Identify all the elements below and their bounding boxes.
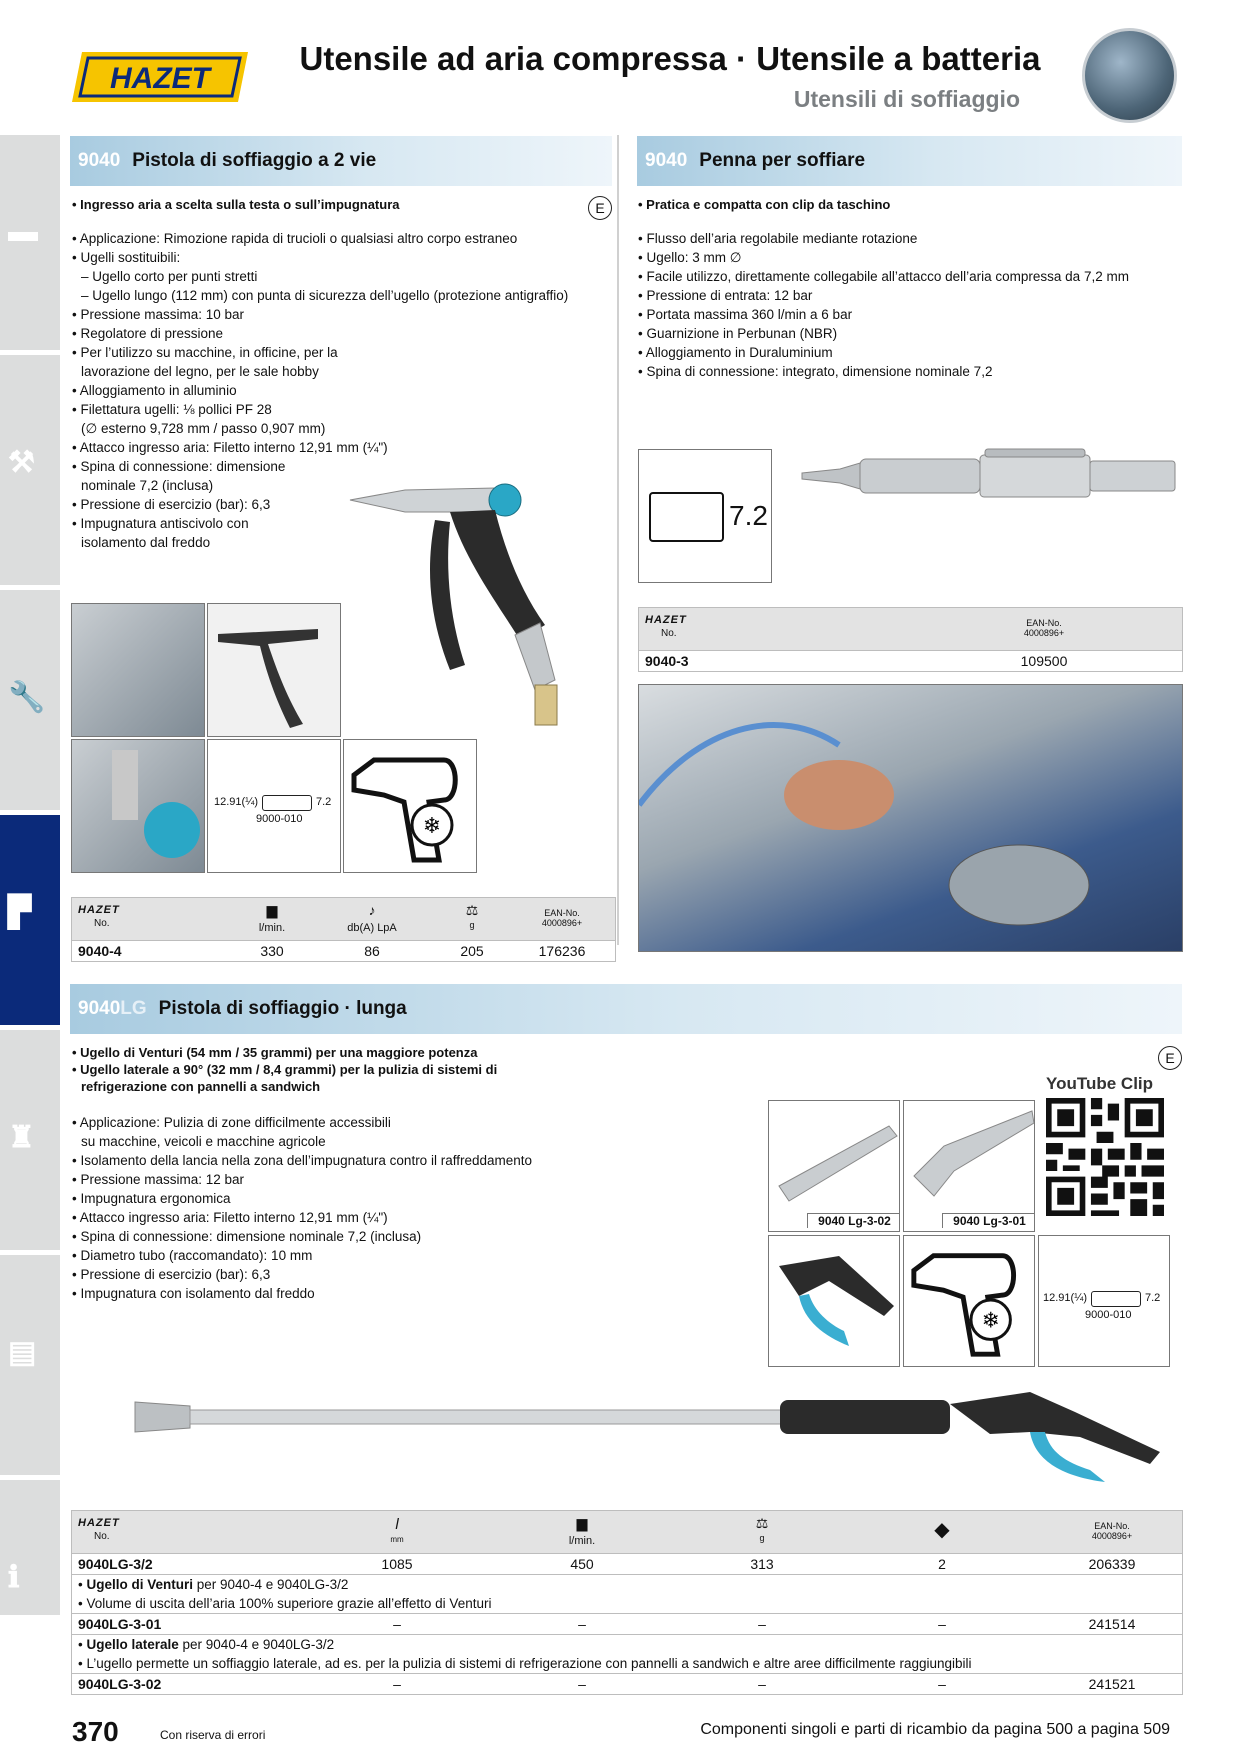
cell-weight: –	[758, 1676, 766, 1692]
coupling-icon	[1091, 1291, 1141, 1307]
bullet-item: • Facile utilizzo, direttamente collegabile all’attacco dell’aria compressa da 7,2 mm	[638, 269, 1129, 284]
note-title: Ugello di Venturi	[86, 1577, 193, 1592]
cell-weight: –	[758, 1616, 766, 1632]
section-code-suffix: LG	[120, 998, 147, 1019]
bullet-item: • Applicazione: Rimozione rapida di trucioli o qualsiasi altro corpo estraneo	[72, 231, 518, 246]
bullet-item: • Portata massima 360 l/min a 6 bar	[638, 307, 853, 322]
grip-detail-image	[768, 1235, 900, 1367]
air-tool-icon: ▛	[8, 896, 32, 929]
cell-ean: 206339	[1088, 1556, 1136, 1572]
feature-item: • Ugello laterale a 90° (32 mm / 8,4 grammi) per la pulizia di sistemi di	[72, 1062, 498, 1077]
cell-noise: 86	[364, 943, 380, 959]
bullet-item: • Flusso dell’aria regolabile mediante rotazione	[638, 231, 918, 246]
cell-length: –	[393, 1676, 401, 1692]
bullet-item: nominale 7,2 (inclusa)	[81, 478, 214, 493]
table-brand: HAZET	[78, 1517, 120, 1529]
snowflake-gun-icon	[904, 1236, 1035, 1367]
cell-quantity: –	[938, 1676, 946, 1692]
bullet-item: • Pressione di entrata: 12 bar	[638, 288, 813, 303]
bullet-list	[638, 229, 1183, 381]
note-venturi: • Ugello di Venturi per 9040-4 e 9040LG-3/2 • Volume di uscita dell’aria 100% superiore grazie all’effetto di Venturi	[72, 1574, 1182, 1613]
cell-ean: 241514	[1088, 1616, 1136, 1632]
table-row	[639, 650, 1182, 671]
section-name: Penna per soffiare	[699, 150, 866, 171]
bullet-item: • Pressione di esercizio (bar): 6,3	[72, 497, 271, 512]
bullet-list	[72, 1113, 692, 1303]
cell-weight: 205	[460, 943, 484, 959]
feature-list	[72, 1044, 832, 1095]
header-ean-prefix: 4000896+	[541, 918, 583, 928]
hazet-logo	[72, 46, 252, 108]
bullet-item: • Spina di connessione: dimensione	[72, 459, 286, 474]
caption-side-nozzle: 9040 Lg-3-01	[942, 1213, 1035, 1228]
header-length: l	[395, 1516, 399, 1533]
header-ean: EAN-No.	[1026, 618, 1062, 628]
snowflake-gun-icon	[344, 740, 477, 873]
side-tab-wrenches[interactable]	[0, 355, 60, 585]
column-divider	[617, 135, 619, 945]
header-ean-prefix: 4000896+	[1023, 628, 1065, 638]
bullet-item: • Guarnizione in Perbunan (NBR)	[638, 326, 838, 341]
wrench-icon: ⚒	[8, 446, 35, 479]
page-subtitle: Utensili di soffiaggio	[793, 86, 1020, 112]
feature-line: • Ingresso aria a scelta sulla testa o sull’impugnatura	[72, 197, 400, 212]
note-side-nozzle: • Ugello laterale per 9040-4 e 9040LG-3/2 • L’ugello permette un soffiaggio laterale, ad es. per la pulizia di sistemi di refrigerazione con pannelli a sandwich e altre aree difficilmente raggiungibili	[72, 1634, 1182, 1673]
e-symbol-icon: E	[588, 196, 612, 220]
usage-photo	[71, 603, 205, 737]
coupling-diagram-2	[1038, 1235, 1170, 1367]
youtube-clip-label[interactable]: YouTube Clip	[1046, 1074, 1154, 1093]
bullet-item: • Regolatore di pressione	[72, 326, 224, 341]
header-weight: g	[759, 1533, 765, 1543]
cell-flow: 450	[570, 1556, 594, 1572]
section-name: Pistola di soffiaggio a 2 vie	[132, 150, 377, 171]
side-tab-workshop[interactable]	[0, 135, 60, 350]
part-number: 9040LG-3/2	[78, 1556, 153, 1572]
cell-flow: –	[578, 1616, 586, 1632]
air-flow-icon: ▆	[266, 902, 278, 918]
table-no-label: No.	[94, 1531, 110, 1542]
part-number: 9040LG-3-01	[78, 1616, 162, 1632]
mechanic-icon: ♜	[8, 1121, 35, 1154]
section-code: 9040	[645, 150, 688, 171]
coupling-icon	[262, 795, 312, 811]
svg-text:❄: ❄	[422, 814, 442, 839]
cell-flow: –	[578, 1676, 586, 1692]
bullet-item: • Spina di connessione: integrato, dimensione nominale 7,2	[638, 364, 993, 379]
table-row	[72, 1553, 1182, 1574]
table-9040lg	[71, 1510, 1183, 1695]
bullet-item: (∅ esterno 9,728 mm / passo 0,907 mm)	[81, 421, 326, 436]
venturi-nozzle-image	[768, 1100, 900, 1232]
trolley-icon: ▤	[8, 1336, 37, 1369]
side-tab-service[interactable]	[0, 1030, 60, 1250]
section-code: 9040	[78, 150, 121, 171]
air-flow-icon: ▆	[576, 1515, 588, 1531]
bullet-item: – Ugello corto per punti stretti	[81, 269, 258, 284]
page-number: 370	[72, 1716, 119, 1747]
cold-insulation-pictogram	[343, 739, 477, 873]
bullet-item: • Spina di connessione: dimensione nominale 7,2 (inclusa)	[72, 1229, 422, 1244]
feature-item: • Ugello di Venturi (54 mm / 35 grammi) per una maggiore potenza	[72, 1045, 478, 1060]
cell-length: –	[393, 1616, 401, 1632]
section-header-9040-4	[70, 136, 612, 186]
side-tab-info[interactable]	[0, 1480, 60, 1615]
cold-insulation-pictogram-2	[903, 1235, 1035, 1367]
note-text: per 9040-4 e 9040LG-3/2	[193, 1577, 349, 1592]
table-9040-3	[638, 607, 1183, 672]
cell-weight: 313	[750, 1556, 774, 1572]
cell-ean: 176236	[538, 943, 586, 959]
coupling-part-no: 9000-010	[1085, 1309, 1132, 1321]
noise-icon: ♪	[368, 902, 376, 918]
e-symbol-icon: E	[1158, 1046, 1182, 1070]
long-blow-gun-image	[130, 1382, 1180, 1492]
section-name: Pistola di soffiaggio · lunga	[158, 998, 407, 1019]
note-text: per 9040-4 e 9040LG-3/2	[178, 1637, 335, 1652]
coupling-plug-label: 7.2	[316, 796, 332, 808]
bullet-item: • Impugnatura ergonomica	[72, 1191, 231, 1206]
footer-spare-parts-ref: Componenti singoli e parti di ricambio da pagina 500 a pagina 509	[700, 1721, 1170, 1738]
cell-flow: 330	[260, 943, 284, 959]
coupling-thread-label: 12.91(¼)	[1043, 1292, 1088, 1304]
table-no-label: No.	[94, 918, 110, 929]
feature-item: refrigerazione con pannelli a sandwich	[81, 1079, 321, 1094]
bullet-item: • Isolamento della lancia nella zona dell’impugnatura contro il raffreddamento	[72, 1153, 533, 1168]
header-ean-prefix: 4000896+	[1091, 1531, 1133, 1541]
bullet-item: su macchine, veicoli e macchine agricole	[81, 1134, 326, 1149]
bullet-item: • Ugello: 3 mm ∅	[638, 250, 742, 265]
cell-quantity: 2	[938, 1556, 946, 1572]
svg-text:❄: ❄	[981, 1308, 1000, 1334]
bullet-item: • Alloggiamento in Duraluminium	[638, 345, 833, 360]
header-tool-photo	[1082, 28, 1177, 123]
header-ean: EAN-No.	[544, 908, 580, 918]
plug-size-pictogram	[638, 449, 772, 583]
bullet-item: • Diametro tubo (raccomandato): 10 mm	[72, 1248, 313, 1263]
side-nozzle-image	[903, 1100, 1035, 1232]
coupling-part-no: 9000-010	[256, 813, 303, 825]
bullet-item: lavorazione del legno, per le sale hobby	[81, 364, 319, 379]
header-flow: l/min.	[258, 922, 286, 934]
spanner-icon: 🔧	[8, 681, 46, 714]
table-row	[72, 1673, 1182, 1694]
product-photo-small	[207, 603, 341, 737]
section-header-9040lg	[70, 984, 1182, 1034]
scale-icon: ⚖	[755, 1515, 769, 1531]
side-tab-air-tools[interactable]	[0, 815, 60, 1025]
bullet-item: isolamento dal freddo	[81, 535, 211, 550]
scale-icon: ⚖	[465, 902, 479, 918]
table-brand: HAZET	[645, 614, 687, 626]
header-length-unit: mm	[390, 1535, 404, 1544]
part-number: 9040LG-3-02	[78, 1676, 162, 1692]
cell-length: 1085	[381, 1556, 413, 1572]
bullet-item: • Pressione massima: 12 bar	[72, 1172, 245, 1187]
table-no-label: No.	[661, 628, 677, 639]
bullet-item: • Ugelli sostituibili:	[72, 250, 181, 265]
bullet-item: • Attacco ingresso aria: Filetto interno 12,91 mm (¼")	[72, 440, 388, 455]
side-tab-storage[interactable]	[0, 1255, 60, 1475]
feature-line: • Pratica e compatta con clip da taschino	[638, 197, 891, 212]
table-brand: HAZET	[78, 904, 120, 916]
plug-icon	[649, 492, 724, 542]
coupling-diagram	[207, 739, 341, 873]
pack-quantity-icon: ◆	[934, 1519, 950, 1541]
blow-pen-image	[800, 445, 1180, 505]
cell-ean: 241521	[1088, 1676, 1136, 1692]
bullet-item: • Pressione di esercizio (bar): 6,3	[72, 1267, 271, 1282]
cell-ean: 109500	[1020, 653, 1068, 669]
table-row	[72, 940, 615, 961]
header-weight: g	[469, 920, 475, 930]
coupling-thread-label: 12.91(¼)	[214, 796, 259, 808]
section-code: 9040	[78, 998, 121, 1019]
header-noise: db(A) LpA	[347, 922, 397, 934]
bullet-item: • Pressione massima: 10 bar	[72, 307, 245, 322]
blow-pen-usage-photo	[638, 684, 1183, 952]
blow-gun-image	[345, 460, 610, 740]
note-title: Ugello laterale	[86, 1637, 179, 1652]
workbench-icon: ▬	[8, 215, 38, 248]
bullet-item: – Ugello lungo (112 mm) con punta di sicurezza dell’ugello (protezione antigraffio)	[81, 288, 569, 303]
bullet-item: • Per l’utilizzo su macchine, in officine, per la	[72, 345, 338, 360]
bullet-item: • Impugnatura antiscivolo con	[72, 516, 249, 531]
bullet-item: • Applicazione: Pulizia di zone difficilmente accessibili	[72, 1115, 391, 1130]
qr-code[interactable]	[1046, 1098, 1164, 1216]
section-header-9040-3	[637, 136, 1182, 186]
note-text: • Volume di uscita dell’aria 100% superiore grazie all’effetto di Venturi	[78, 1596, 492, 1611]
side-tab-tools[interactable]	[0, 590, 60, 810]
cell-quantity: –	[938, 1616, 946, 1632]
detail-photo	[71, 739, 205, 873]
table-row	[72, 1613, 1182, 1634]
bullet-item: • Filettatura ugelli: ⅛ pollici PF 28	[72, 402, 272, 417]
note-text: • L’ugello permette un soffiaggio laterale, ad es. per la pulizia di sistemi di refrigerazione con pannelli a sandwich e altre aree difficilmente raggiungibili	[78, 1656, 972, 1671]
info-icon: ℹ	[8, 1561, 20, 1594]
footer-disclaimer: Con riserva di errori	[160, 1728, 266, 1742]
table-9040-4	[71, 897, 616, 962]
part-number: 9040-4	[78, 943, 122, 959]
coupling-plug-label: 7.2	[1145, 1292, 1161, 1304]
logo-text: HAZET	[110, 62, 210, 95]
bullet-item: • Attacco ingresso aria: Filetto interno 12,91 mm (¼")	[72, 1210, 388, 1225]
caption-venturi: 9040 Lg-3-02	[807, 1213, 900, 1228]
page-title: Utensile ad aria compressa · Utensile a batteria	[299, 40, 1041, 77]
bullet-item: • Impugnatura con isolamento dal freddo	[72, 1286, 315, 1301]
part-number: 9040-3	[645, 653, 689, 669]
bullet-item: • Alloggiamento in alluminio	[72, 383, 237, 398]
header-flow: l/min.	[568, 1535, 596, 1547]
header-ean: EAN-No.	[1094, 1521, 1130, 1531]
plug-size-label: 7.2	[729, 500, 768, 531]
